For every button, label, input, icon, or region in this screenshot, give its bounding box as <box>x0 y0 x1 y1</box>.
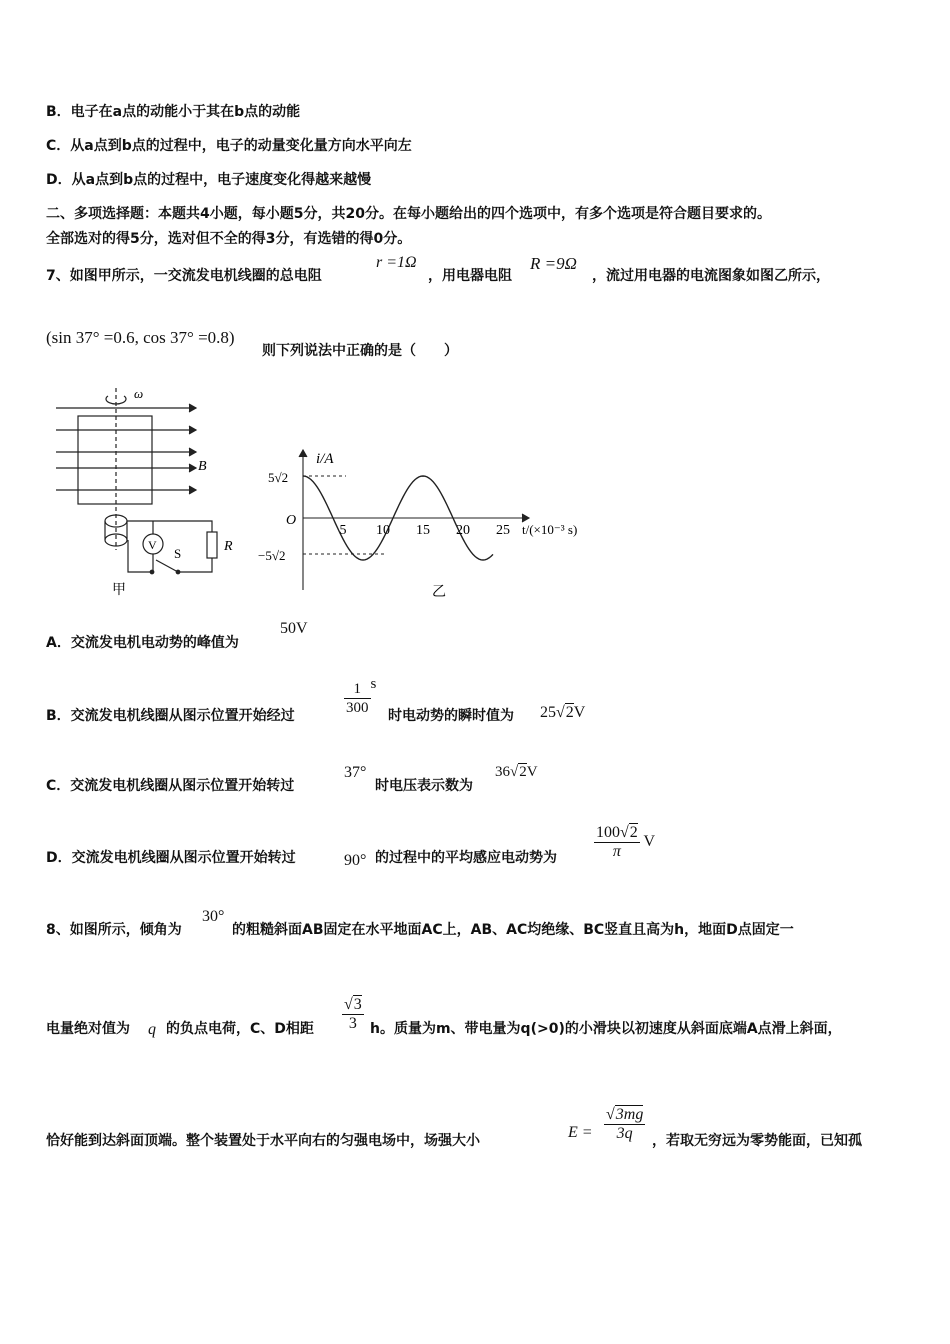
q8-frac-den: 3 <box>348 1015 357 1032</box>
option-7C-val-rad: 2 <box>519 764 527 780</box>
option-7A-value: 50V <box>280 620 308 637</box>
V-label: V <box>148 538 157 552</box>
q8-distance-frac: $\frac{√3}{3}$ <box>344 996 362 1032</box>
coil <box>78 416 152 504</box>
generator-figure <box>46 380 236 602</box>
origin-label: O <box>286 513 297 528</box>
q8-E-num: 3mg <box>615 1106 644 1123</box>
q8-frac-num: 3 <box>353 996 362 1013</box>
q7-r-value: r =1Ω <box>376 254 417 271</box>
option-7D-value: $\frac{100√2}{\pi}$ V <box>596 824 656 860</box>
current-graph <box>256 440 606 602</box>
option-7B-text1: B．交流发电机线圈从图示位置开始经过 <box>46 708 295 724</box>
figure-jia-caption: 甲 <box>112 583 126 598</box>
x-tick-25: 25 <box>496 523 510 538</box>
y-pos-tick: 5√2 <box>268 470 289 485</box>
option-7B-unit: s <box>370 676 377 692</box>
q8-t3: 电量绝对值为 <box>46 1021 130 1037</box>
option-7B-val-rad: 2 <box>565 704 574 721</box>
option-7B-num: 1 <box>344 680 371 699</box>
x-tick-10: 10 <box>376 523 390 538</box>
omega-label: ω <box>134 386 144 401</box>
option-7C-text2: 时电压表示数为 <box>375 778 473 794</box>
section-note: 全部选对的得5分，选对但不全的得3分，有选错的得0分。 <box>46 231 412 247</box>
option-7D-text2: 的过程中的平均感应电动势为 <box>375 850 557 866</box>
q7-R-value: R =9Ω <box>530 254 577 273</box>
resistor <box>207 532 217 558</box>
q8-t6: 恰好能到达斜面顶端。整个装置处于水平向右的匀强电场中，场强大小 <box>46 1133 480 1149</box>
q8-E-lhs: E = <box>568 1124 593 1141</box>
x-tick-15: 15 <box>416 523 430 538</box>
field-lines <box>56 404 196 494</box>
S-label: S <box>174 546 182 561</box>
option-7C-value: 36√2V <box>495 764 538 780</box>
q7-trig-values: (sin 37° =0.6, cos 37° =0.8) <box>46 328 235 347</box>
y-axis-label: i/A <box>316 451 334 467</box>
q8-t7: ，若取无穷远为零势能面，已知孤 <box>652 1133 862 1149</box>
q8-t2: 的粗糙斜面AB固定在水平地面AC上，AB、AC均绝缘、BC竖直且高为h，地面D点固定一 <box>232 922 794 938</box>
option-7B-text2: 时电动势的瞬时值为 <box>388 708 514 724</box>
q8-charge: q <box>148 1021 156 1038</box>
x-axis-label: t/(×10⁻³ s) <box>522 522 578 537</box>
option-7B-val-unit: V <box>573 704 586 721</box>
x-tick-20: 20 <box>456 523 470 538</box>
q7-text2: ，用电器电阻 <box>428 268 512 284</box>
q8-t4: 的负点电荷，C、D相距 <box>166 1021 314 1037</box>
option-6B: B．电子在a点的动能小于其在b点的动能 <box>46 104 301 120</box>
x-tick-5: 5 <box>339 523 347 538</box>
q8-t5: h。质量为m、带电量为q(>0)的小滑块以初速度从斜面底端A点滑上斜面， <box>370 1021 842 1037</box>
R-label: R <box>224 539 233 554</box>
option-6C: C．从a点到b点的过程中，电子的动量变化量方向水平向左 <box>46 138 412 154</box>
option-7D-angle: 90° <box>344 852 367 869</box>
option-7C-angle: 37° <box>344 764 367 781</box>
q8-t1: 8、如图所示，倾角为 <box>46 922 182 938</box>
B-label: B <box>198 459 207 474</box>
option-7A-text: A．交流发电机电动势的峰值为 <box>46 635 239 651</box>
option-7C-text1: C．交流发电机线圈从图示位置开始转过 <box>46 778 295 794</box>
q7-text1: 7、如图甲所示，一交流发电机线圈的总电阻 <box>46 268 322 284</box>
q8-E-den: 3q <box>616 1125 633 1142</box>
option-7D-text1: D．交流发电机线圈从图示位置开始转过 <box>46 850 296 866</box>
section-heading: 二、多项选择题：本题共4小题，每小题5分，共20分。在每小题给出的四个选项中，有多个选项是符合题目要求的。 <box>46 206 771 222</box>
q7-text3: ，流过用电器的电流图象如图乙所示， <box>592 268 830 284</box>
option-7D-den: π <box>612 843 621 860</box>
option-6D: D．从a点到b点的过程中，电子速度变化得越来越慢 <box>46 172 372 188</box>
option-7B-val-coef: 25 <box>540 704 556 721</box>
option-7B-value: 25√2V <box>540 704 586 721</box>
q8-angle: 30° <box>202 908 225 925</box>
y-neg-tick: −5√2 <box>258 548 286 563</box>
option-7B-den: 300 <box>346 700 369 716</box>
option-7C-val-coef: 36 <box>495 764 510 780</box>
figure-yi-caption: 乙 <box>432 585 446 600</box>
option-7B-time <box>344 676 377 717</box>
option-7C-val-unit: V <box>526 764 538 780</box>
q7-text4: 则下列说法中正确的是（ ） <box>262 343 458 359</box>
option-7D-unit: V <box>643 833 656 851</box>
option-7D-num-rad: 2 <box>629 824 638 841</box>
option-7D-num-coef: 100 <box>596 824 620 841</box>
q8-E-frac: $\frac{√3mg}{3q}$ <box>606 1106 644 1142</box>
